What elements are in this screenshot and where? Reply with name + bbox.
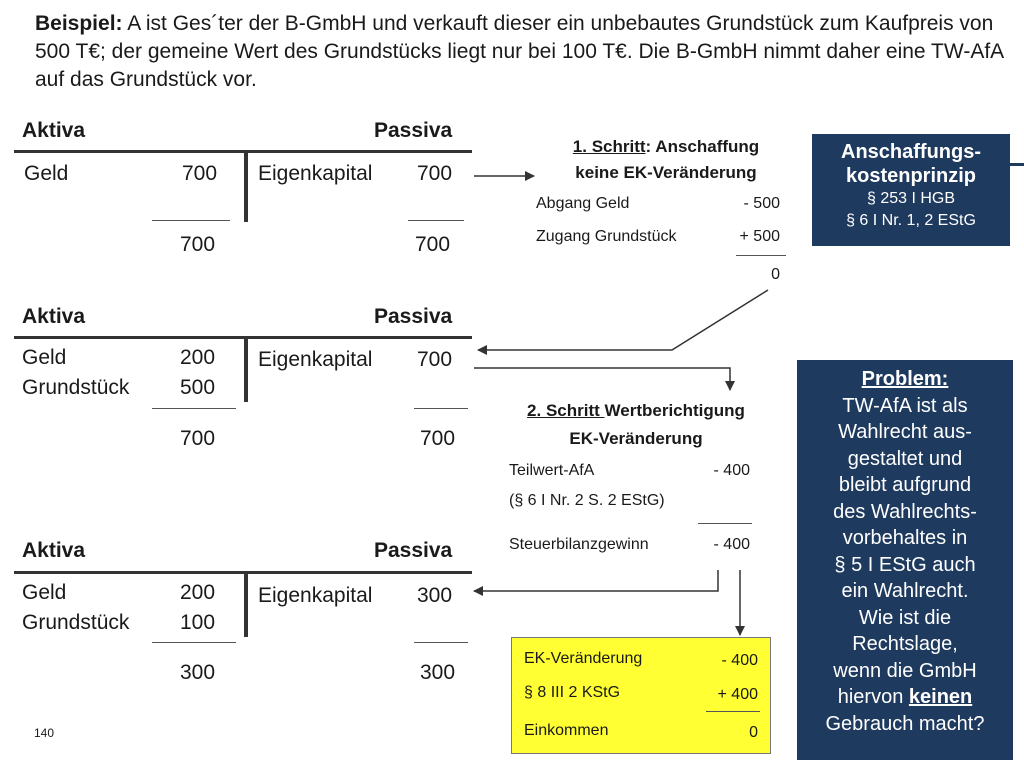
- balance2-left-value-0: 200: [180, 346, 216, 369]
- principle-line2: kostenprinzip: [845, 165, 976, 187]
- balance2-right-total: 700: [420, 427, 456, 450]
- balance3-right-total: 300: [420, 661, 456, 684]
- yellow-row-2-value: 0: [749, 724, 758, 741]
- balance2-left-label-1: Grundstück: [22, 376, 130, 399]
- page-number: 140: [34, 726, 55, 740]
- arrow-balance2-to-step2: [474, 368, 730, 390]
- balance1-aktiva-header: Aktiva: [22, 119, 86, 142]
- balance2-right-value-0: 700: [417, 348, 453, 371]
- balance3-left-total: 300: [180, 661, 216, 684]
- balance3-aktiva-header: Aktiva: [22, 539, 86, 562]
- balance2-passiva-header: Passiva: [374, 305, 453, 328]
- step1-row-1-label: Zugang Grundstück: [536, 228, 677, 245]
- balance2-left-value-1: 500: [180, 376, 216, 399]
- principle-line4: § 6 I Nr. 1, 2 EStG: [846, 212, 976, 229]
- step2-row1-value: - 400: [713, 462, 750, 479]
- step1-result: 0: [771, 266, 780, 283]
- step2-subtitle: EK-Veränderung: [569, 429, 703, 448]
- intro-text: A ist Ges´ter der B-GmbH und verkauft dieser ein unbebautes Grundstück zum Kaufpreis von 500 T€; der gemeine Wert des Grundstücks liegt nur bei 100 T€. Die B-GmbH nimmt daher eine TW-AfA auf das Grundstück vor.: [35, 12, 1004, 91]
- yellow-row-1-value: + 400: [717, 686, 758, 703]
- step1-row-1-value: + 500: [739, 228, 780, 245]
- problem-title: Problem:: [861, 368, 949, 390]
- step2-row1-note: (§ 6 I Nr. 2 S. 2 EStG): [509, 492, 665, 509]
- balance2-left-total: 700: [180, 427, 216, 450]
- step2-row2-label: Steuerbilanzgewinn: [509, 536, 649, 553]
- step1-title-rest: : Anschaffung: [645, 137, 760, 156]
- balance3-left-value-0: 200: [180, 581, 216, 604]
- balance3-right-label-0: Eigenkapital: [258, 584, 373, 607]
- balance3-left-value-1: 100: [180, 611, 216, 634]
- step2-row2-value: - 400: [713, 536, 750, 553]
- principle-line1: Anschaffungs-: [841, 141, 981, 163]
- balance3-left-label-1: Grundstück: [22, 611, 130, 634]
- step1-row-0-value: - 500: [743, 195, 780, 212]
- problem-line-9: Rechtslage,: [852, 633, 958, 655]
- problem-line-0: TW-AfA ist als: [842, 394, 968, 417]
- step2-title-rest: Wertberichtigung: [604, 401, 745, 420]
- problem-line-8: Wie ist die: [858, 606, 952, 629]
- problem-line-7: ein Wahlrecht.: [841, 580, 969, 602]
- problem-line-5: vorbehaltes in: [842, 527, 968, 549]
- balance2-left-label-0: Geld: [22, 346, 67, 369]
- problem-line-10: wenn die GmbH: [833, 659, 977, 682]
- balance3-left-label-0: Geld: [22, 581, 67, 604]
- problem-last-emph: keinen: [908, 686, 973, 708]
- arrow-step1-to-balance2: [478, 290, 768, 350]
- step1-row-0-label: Abgang Geld: [536, 195, 630, 212]
- problem-line-4: des Wahlrechts-: [833, 500, 977, 523]
- balance1-right-value-0: 700: [417, 162, 453, 185]
- step1-subtitle: keine EK-Veränderung: [575, 163, 757, 182]
- arrow-step2-to-balance3: [474, 570, 718, 591]
- step2-title-underlined: 2. Schritt: [527, 401, 605, 420]
- yellow-row-0-value: - 400: [721, 652, 758, 669]
- intro-prefix: Beispiel:: [35, 12, 123, 35]
- balance1-left-total: 700: [180, 233, 216, 256]
- problem-last-prefix: hiervon: [837, 686, 909, 708]
- yellow-row-2-label: Einkommen: [524, 722, 609, 739]
- step2-row1-label: Teilwert-AfA: [509, 462, 595, 479]
- balance3-passiva-header: Passiva: [374, 539, 453, 562]
- problem-line-2: gestaltet und: [847, 447, 963, 470]
- principle-line3: § 253 I HGB: [866, 190, 956, 207]
- balance3-right-value-0: 300: [417, 584, 453, 607]
- yellow-row-1-label: § 8 III 2 KStG: [524, 684, 621, 701]
- balance1-left-label-0: Geld: [24, 162, 69, 185]
- step1-title-underlined: 1. Schritt: [572, 137, 646, 156]
- problem-line-6: § 5 I EStG auch: [834, 553, 976, 576]
- problem-line-3: bleibt aufgrund: [838, 474, 972, 496]
- problem-final-line: Gebrauch macht?: [825, 712, 985, 735]
- problem-line-1: Wahlrecht aus-: [838, 421, 972, 443]
- balance2-right-label-0: Eigenkapital: [258, 348, 373, 371]
- balance2-aktiva-header: Aktiva: [22, 305, 86, 328]
- yellow-row-0-label: EK-Veränderung: [524, 650, 643, 667]
- balance1-right-label-0: Eigenkapital: [258, 162, 373, 185]
- balance1-passiva-header: Passiva: [374, 119, 453, 142]
- balance1-right-total: 700: [415, 233, 451, 256]
- balance1-left-value-0: 700: [182, 162, 218, 185]
